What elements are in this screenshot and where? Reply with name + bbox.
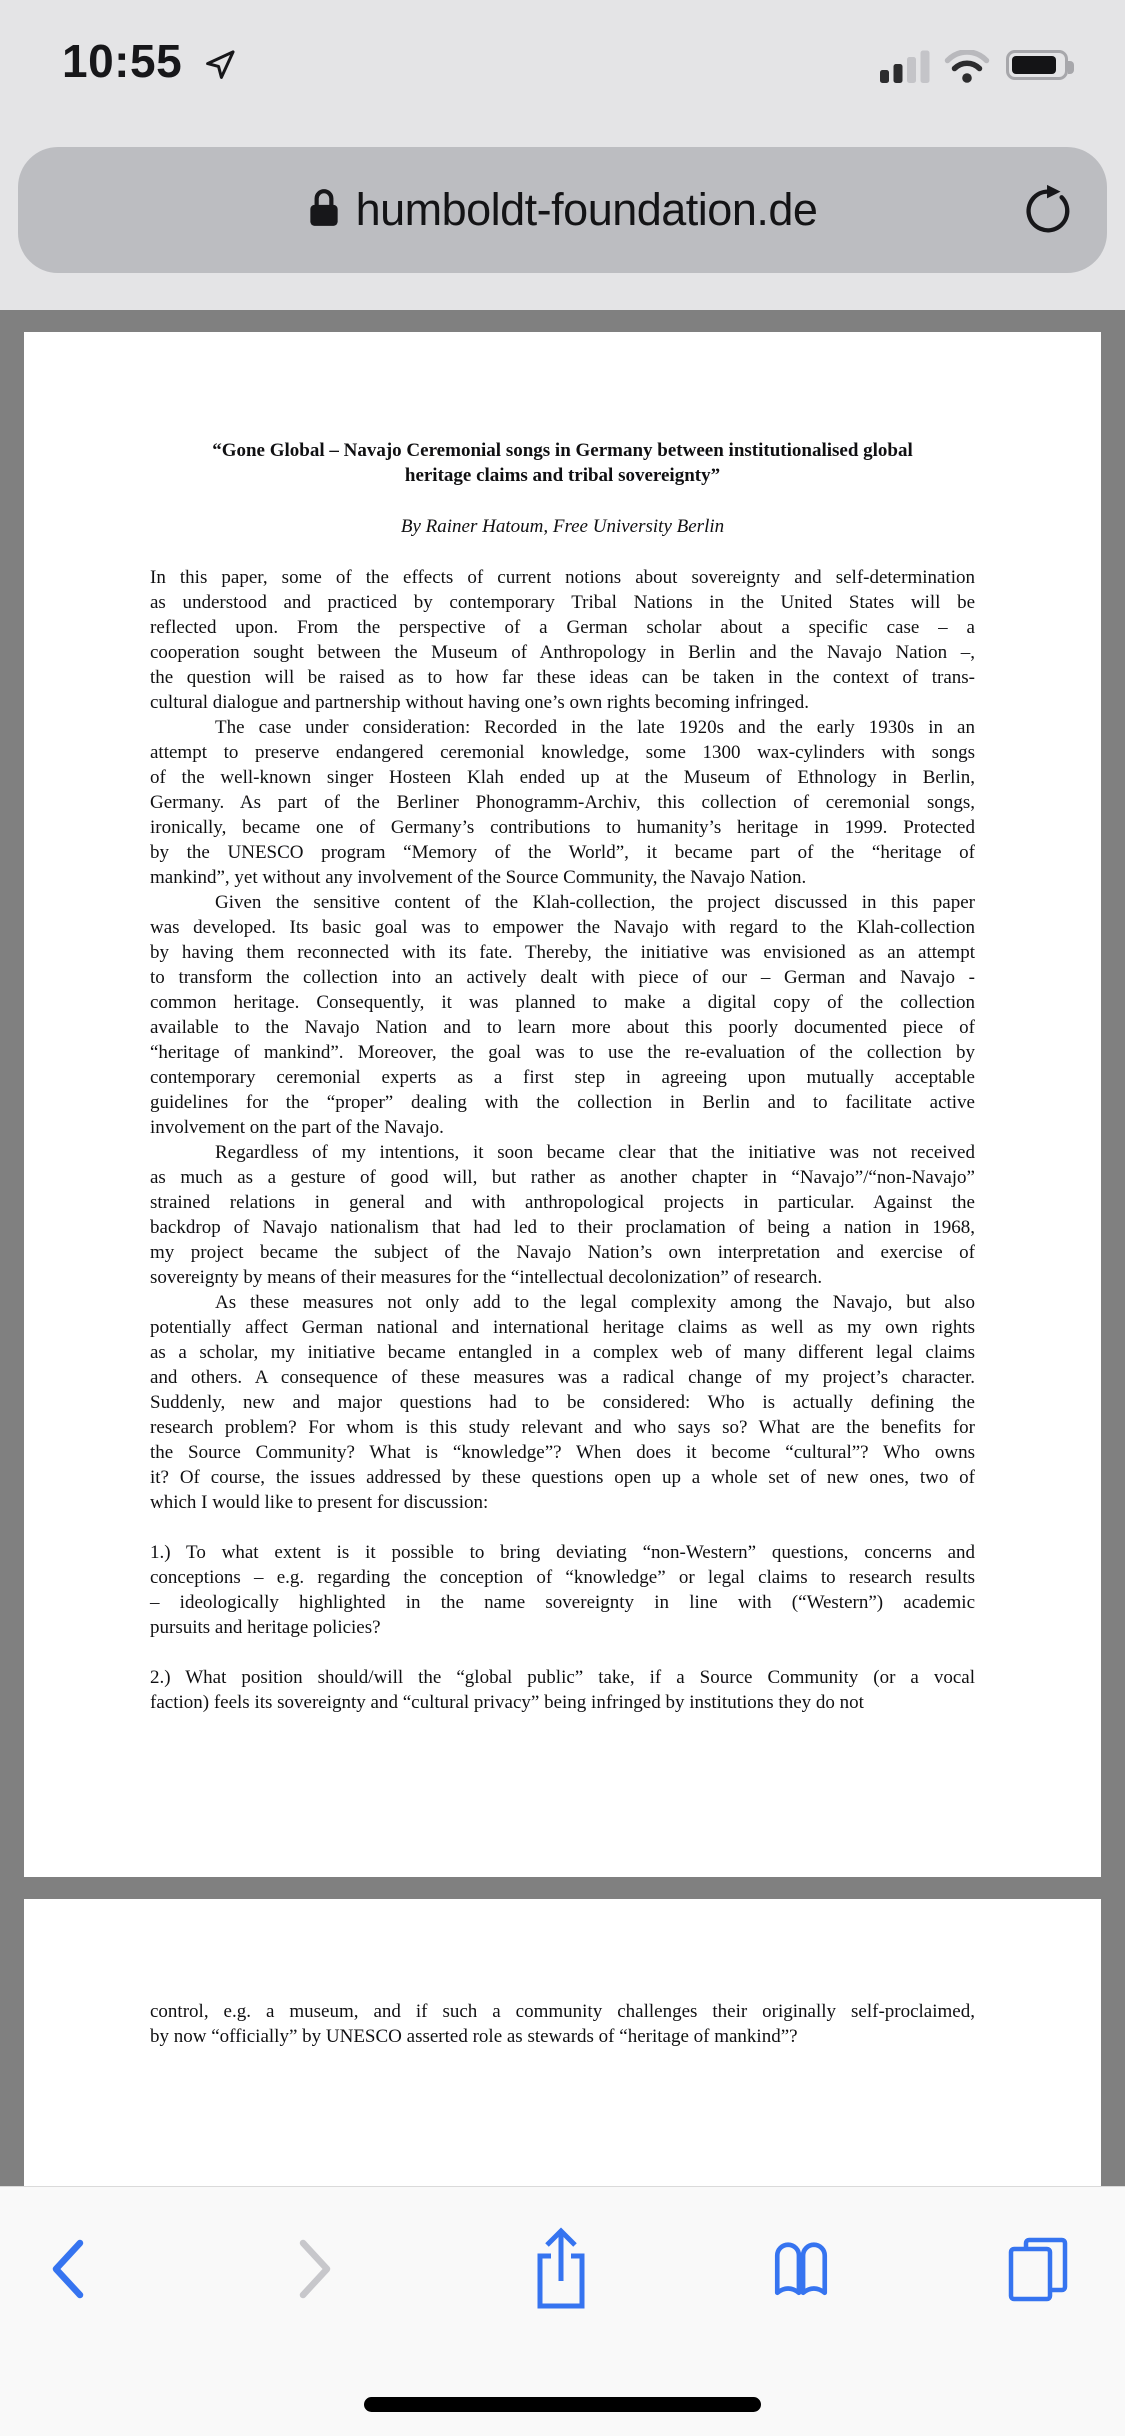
doc-paragraph bbox=[150, 1290, 975, 1515]
chevron-right-icon bbox=[297, 2239, 333, 2299]
pdf-viewer bbox=[0, 310, 1125, 2186]
doc-text-line: research problem? For whom is this study relevant and who says so? What are the benefits for bbox=[150, 1417, 975, 1438]
doc-text-line: control, e.g. a museum, and if such a community challenges their originally self-proclaimed, bbox=[150, 2001, 975, 2022]
doc-text-line: Germany. As part of the Berliner Phonogramm-Archiv, this collection of ceremonial songs, bbox=[150, 792, 975, 813]
doc-text-line: potentially affect German national and international heritage claims as well as my own rights bbox=[150, 1317, 975, 1338]
doc-text-line: and others. A consequence of these measures was a radical change of my project’s character. bbox=[150, 1367, 975, 1388]
doc-text-line: backdrop of Navajo nationalism that had led to their proclamation of being a nation in 1968, bbox=[150, 1217, 975, 1238]
tabs-button[interactable] bbox=[988, 2215, 1088, 2323]
doc-title-line: “Gone Global – Navajo Ceremonial songs in Germany between institutionalised global bbox=[212, 440, 913, 461]
reload-icon bbox=[1020, 181, 1076, 239]
doc-text-line: available to the Navajo Nation and to learn more about this poorly documented piece of bbox=[150, 1017, 975, 1038]
doc-text-line: cooperation sought between the Museum of Anthropology in Berlin and the Navajo Nation –, bbox=[150, 642, 975, 663]
doc-paragraph bbox=[150, 715, 975, 890]
doc-text-line: sovereignty by means of their measures for the “intellectual decolonization” of research. bbox=[150, 1267, 823, 1288]
battery-icon bbox=[1006, 50, 1068, 80]
doc-paragraph bbox=[150, 1540, 975, 1640]
doc-text-line: “heritage of mankind”. Moreover, the goal was to use the re-evaluation of the collection by bbox=[150, 1042, 975, 1063]
reload-button[interactable] bbox=[1019, 181, 1077, 239]
doc-body-page2 bbox=[150, 1999, 975, 2049]
doc-text-line: which I would like to present for discussion: bbox=[150, 1492, 489, 1513]
doc-text-line: faction) feels its sovereignty and “cultural privacy” being infringed by institutions they do not bbox=[150, 1692, 864, 1713]
doc-text-line: involvement on the part of the Navajo. bbox=[150, 1117, 444, 1138]
doc-text-line: it? Of course, the issues addressed by these questions open up a whole set of new ones, two of bbox=[150, 1467, 975, 1488]
doc-text-line: 1.) To what extent is it possible to bring deviating “non-Western” questions, concerns and bbox=[150, 1542, 975, 1563]
doc-paragraph bbox=[150, 890, 975, 1140]
doc-text-line: common heritage. Consequently, it was planned to make a digital copy of the collection bbox=[150, 992, 975, 1013]
location-arrow-icon bbox=[205, 44, 241, 85]
doc-text-line: by now “officially” by UNESCO asserted role as stewards of “heritage of mankind”? bbox=[150, 2026, 798, 2047]
doc-text-line: of the well-known singer Hosteen Klah ended up at the Museum of Ethnology in Berlin, bbox=[150, 767, 975, 788]
pdf-page-1 bbox=[24, 332, 1101, 1877]
doc-text-line: to transform the collection into an actively dealt with piece of our – German and Navajo - bbox=[150, 967, 975, 988]
doc-text-line: Given the sensitive content of the Klah-collection, the project discussed in this paper bbox=[215, 892, 975, 913]
doc-title-line: heritage claims and tribal sovereignty” bbox=[404, 465, 721, 486]
bookmarks-button[interactable] bbox=[751, 2215, 851, 2323]
pdf-page-2 bbox=[24, 1899, 1101, 2186]
doc-text-line: ironically, became one of Germany’s contributions to humanity’s heritage in 1999. Protected bbox=[150, 817, 975, 838]
doc-text-line: as a scholar, my initiative became entangled in a complex web of many different legal claims bbox=[150, 1342, 975, 1363]
url-text: humboldt-foundation.de bbox=[355, 184, 818, 235]
battery-nub bbox=[1068, 61, 1074, 74]
doc-text-line: 2.) What position should/will the “global public” take, if a Source Community (or a vocal bbox=[150, 1667, 975, 1688]
cellular-signal-icon bbox=[880, 50, 932, 89]
doc-text-line: Suddenly, new and major questions had to be considered: Who is actually defining the bbox=[150, 1392, 975, 1413]
share-icon bbox=[530, 2226, 592, 2312]
doc-text-line: In this paper, some of the effects of current notions about sovereignty and self-determination bbox=[150, 567, 975, 588]
doc-text-line: by the UNESCO program “Memory of the World”, it became part of the “heritage of bbox=[150, 842, 975, 863]
doc-text-line: as understood and practiced by contemporary Tribal Nations in the United States will be bbox=[150, 592, 975, 613]
home-indicator[interactable] bbox=[364, 2397, 761, 2412]
doc-text-line: As these measures not only add to the legal complexity among the Navajo, but also bbox=[215, 1292, 975, 1313]
back-button[interactable] bbox=[18, 2215, 118, 2323]
url-bar[interactable] bbox=[18, 147, 1107, 273]
doc-text-line: cultural dialogue and partnership without having one’s own rights becoming infringed. bbox=[150, 692, 810, 713]
doc-text-line: mankind”, yet without any involvement of the Source Community, the Navajo Nation. bbox=[150, 867, 807, 888]
doc-title bbox=[150, 438, 975, 488]
doc-text-line: my project became the subject of the Navajo Nation’s own interpretation and exercise of bbox=[150, 1242, 975, 1263]
doc-text-line: Regardless of my intentions, it soon became clear that the initiative was not received bbox=[215, 1142, 975, 1163]
doc-byline: By Rainer Hatoum, Free University Berlin bbox=[400, 516, 725, 537]
doc-text-line: attempt to preserve endangered ceremonial knowledge, some 1300 wax-cylinders with songs bbox=[150, 742, 975, 763]
doc-text-line: strained relations in general and with anthropological projects in particular. Against the bbox=[150, 1192, 975, 1213]
doc-text-line: the Source Community? What is “knowledge”? When does it become “cultural”? Who owns bbox=[150, 1442, 975, 1463]
doc-paragraph bbox=[150, 565, 975, 715]
doc-paragraph bbox=[150, 1665, 975, 1715]
doc-text-line: by having them reconnected with its fate. Thereby, the initiative was envisioned as an attempt bbox=[150, 942, 975, 963]
doc-text-line: – ideologically highlighted in the name sovereignty in line with (“Western”) academic bbox=[150, 1592, 975, 1613]
chevron-left-icon bbox=[50, 2239, 86, 2299]
doc-text-line: conceptions – e.g. regarding the conception of “knowledge” or legal claims to research results bbox=[150, 1567, 975, 1588]
bottom-toolbar bbox=[0, 2186, 1125, 2436]
doc-text-line: was developed. Its basic goal was to empower the Navajo with regard to the Klah-collection bbox=[150, 917, 975, 938]
lock-icon bbox=[308, 187, 340, 234]
doc-paragraph bbox=[150, 1999, 975, 2049]
doc-text-line: as much as a gesture of good will, but rather as another chapter in “Navajo”/“non-Navajo” bbox=[150, 1167, 975, 1188]
forward-button[interactable] bbox=[265, 2215, 365, 2323]
battery-fill bbox=[1012, 56, 1056, 74]
doc-text-line: the question will be raised as to how far these ideas can be taken in the context of trans- bbox=[150, 667, 975, 688]
doc-paragraph bbox=[150, 1140, 975, 1290]
doc-body-page1 bbox=[150, 565, 975, 1715]
tabs-icon bbox=[1007, 2236, 1069, 2302]
share-button[interactable] bbox=[511, 2215, 611, 2323]
doc-text-line: guidelines for the “proper” dealing with the collection in Berlin and to facilitate active bbox=[150, 1092, 975, 1113]
doc-text-line: reflected upon. From the perspective of a German scholar about a specific case – a bbox=[150, 617, 975, 638]
doc-text-line: The case under consideration: Recorded in the late 1920s and the early 1930s in an bbox=[215, 717, 975, 738]
doc-text-line: contemporary ceremonial experts as a first step in agreeing upon mutually acceptable bbox=[150, 1067, 975, 1088]
status-time: 10:55 bbox=[62, 35, 183, 87]
doc-text-line: pursuits and heritage policies? bbox=[150, 1617, 381, 1638]
book-icon bbox=[769, 2238, 833, 2300]
wifi-icon bbox=[944, 50, 990, 89]
safari-header bbox=[0, 0, 1125, 310]
